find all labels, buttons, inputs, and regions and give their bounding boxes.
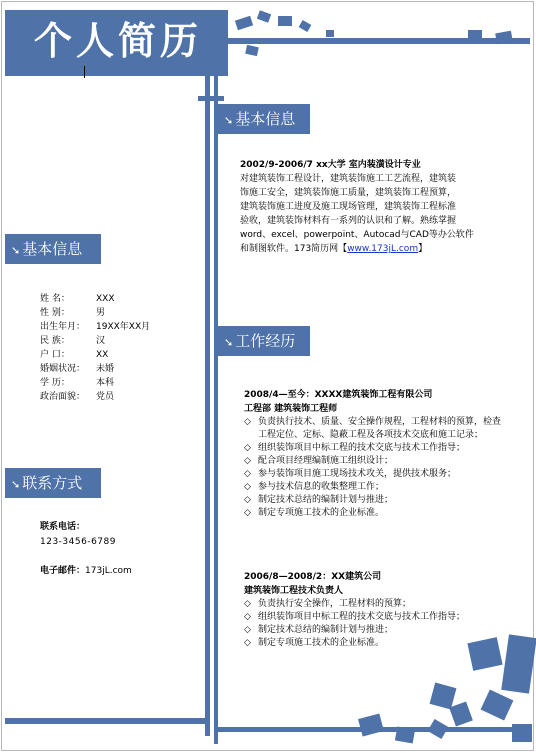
info-label: 姓 名： — [40, 294, 70, 304]
work-entry — [244, 570, 508, 650]
info-label: 出生年月： — [40, 322, 86, 332]
info-label: 婚姻状况： — [40, 364, 86, 374]
list-item: ◇ 配合项目经理编制施工组织设计； — [244, 455, 508, 468]
info-row — [40, 320, 150, 334]
arrow-icon: ➘ — [224, 336, 234, 349]
list-item: ◇ 组织装饰项目中标工程的技术交底与技术工作指导； — [244, 442, 508, 455]
vertical-rule — [205, 76, 210, 736]
section-title: 基本信息 — [235, 110, 296, 128]
work-role: 工程部 建筑装饰工程师 — [244, 404, 338, 414]
info-label: 学 历： — [40, 378, 70, 388]
vertical-rule — [214, 76, 218, 744]
top-rule — [228, 38, 530, 44]
list-item: ◇ 负责执行技术、质量、安全操作规程，工程材料的预算，检查工程定位、定标、隐蔽工程及各项技术交底和施工记录； — [244, 416, 508, 442]
info-row — [40, 362, 150, 376]
list-item: ◇ 组织装饰项目中标工程的技术交底与技术工作指导； — [244, 611, 508, 624]
education-heading: 2002/9-2006/7 xx大学 室内装潢设计专业 — [240, 160, 421, 170]
info-value: XXX — [96, 294, 115, 304]
deco-square — [278, 16, 292, 26]
deco-square — [326, 30, 334, 37]
section-header-education — [218, 104, 310, 134]
info-value: XX — [96, 350, 109, 360]
section-title: 联系方式 — [22, 474, 83, 492]
website-link[interactable]: www.173jL.com — [347, 244, 419, 254]
phone-label: 联系电话： — [40, 522, 86, 532]
list-item: ◇ 制定专项施工技术的企业标准。 — [244, 637, 508, 650]
education-block — [240, 158, 474, 256]
info-row — [40, 334, 150, 348]
arrow-icon: ➘ — [11, 478, 21, 491]
deco-square — [512, 724, 532, 742]
email-row — [40, 564, 132, 578]
deco-square — [468, 30, 482, 40]
work-period: 2008/4—至今：XXXX建筑装饰工程有限公司 — [244, 390, 433, 400]
email-label: 电子邮件： — [40, 566, 86, 576]
info-row — [40, 292, 150, 306]
list-item: ◇ 制定技术总结的编制计划与推进； — [244, 494, 508, 507]
work-duties — [244, 598, 508, 650]
page-title: 个人简历 — [34, 18, 203, 63]
work-duties — [244, 416, 508, 520]
section-header-basic-info — [5, 234, 101, 264]
education-line: word、excel、powerpoint、Autocad与CAD等办公软件 — [240, 230, 474, 240]
section-header-contact — [5, 468, 101, 498]
info-label: 民 族： — [40, 336, 70, 346]
info-label: 性 别： — [40, 308, 70, 318]
list-item: ◇ 参与技术信息的收集整理工作； — [244, 481, 508, 494]
work-role: 建筑装饰工程技术负责人 — [244, 586, 344, 596]
work-entry — [244, 388, 508, 520]
info-row — [40, 348, 150, 362]
section-header-work — [218, 326, 310, 356]
education-line: 验收，建筑装饰材料有一系列的认识和了解。熟练掌握 — [240, 216, 457, 226]
info-value: 男 — [96, 308, 106, 318]
info-label: 政治面貌： — [40, 392, 86, 402]
list-item: ◇ 参与装饰项目施工现场技术攻关，提供技术服务； — [244, 468, 508, 481]
info-value: 本科 — [96, 378, 115, 388]
info-row — [40, 376, 150, 390]
info-value: 19XX年XX月 — [96, 322, 151, 332]
info-value: 汉 — [96, 336, 106, 346]
basic-info-list — [40, 292, 150, 404]
education-line-prefix: 和制图软件。173简历网【 — [240, 244, 348, 254]
cross-bar — [198, 96, 224, 101]
info-value: 党员 — [96, 392, 115, 402]
phone-value: 123-3456-6789 — [40, 537, 116, 547]
info-row — [40, 306, 150, 320]
info-label: 户 口： — [40, 350, 70, 360]
text-cursor — [84, 66, 85, 78]
bottom-rule — [5, 718, 205, 724]
email-value: 173jL.com — [85, 566, 132, 576]
education-line: 饰施工安全，建筑装饰施工质量，建筑装饰工程预算， — [240, 188, 457, 198]
arrow-icon: ➘ — [224, 114, 234, 127]
education-line: 对建筑装饰工程设计，建筑装饰施工工艺流程，建筑装 — [240, 174, 457, 184]
section-title: 工作经历 — [235, 332, 296, 350]
education-line — [240, 242, 474, 256]
education-line: 建筑装饰施工进度及施工现场管理，建筑装饰工程标准 — [240, 202, 457, 212]
section-title: 基本信息 — [22, 240, 83, 258]
info-row — [40, 390, 150, 404]
info-value: 未婚 — [96, 364, 115, 374]
list-item: ◇ 制定技术总结的编制计划与推进； — [244, 624, 508, 637]
arrow-icon: ➘ — [11, 244, 21, 257]
list-item: ◇ 负责执行安全操作，工程材料的预算； — [244, 598, 508, 611]
work-period: 2006/8—2008/2：XX建筑公司 — [244, 572, 382, 582]
deco-square — [395, 727, 415, 744]
education-line-suffix: 】 — [418, 244, 428, 254]
list-item: ◇ 制定专项施工技术的企业标准。 — [244, 507, 508, 520]
